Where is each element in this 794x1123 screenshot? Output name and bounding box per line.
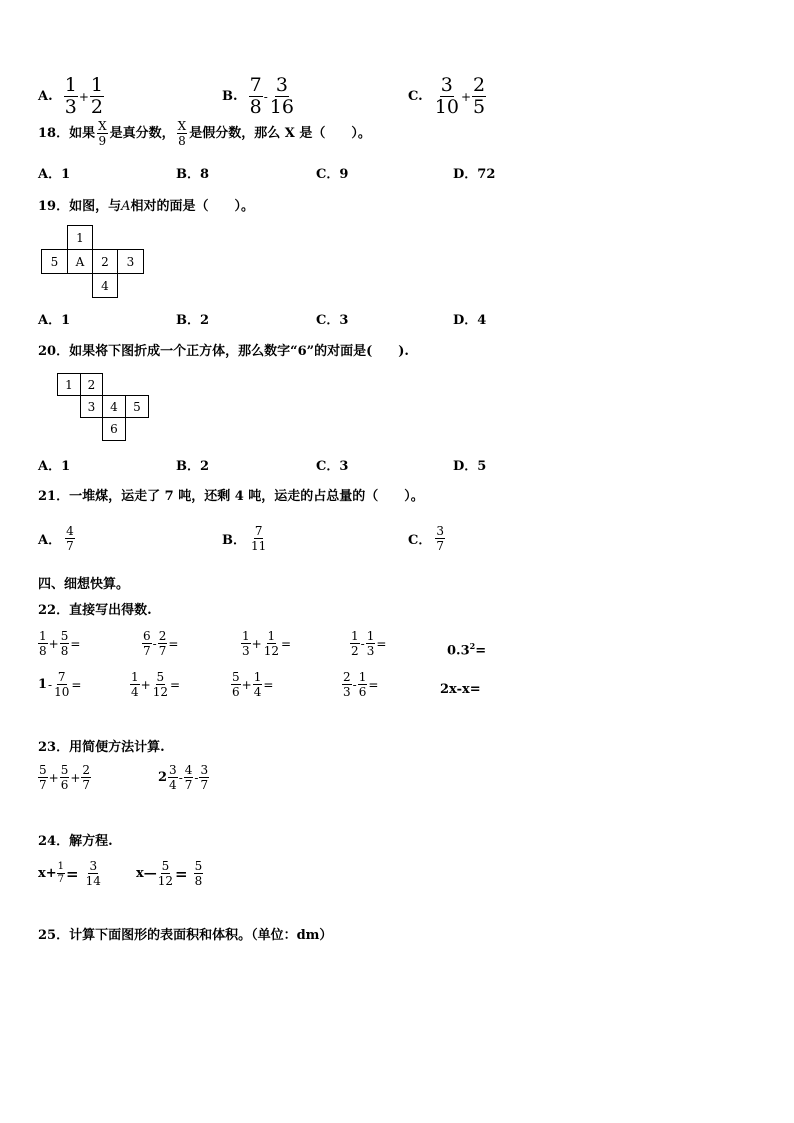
- q18-option-a[interactable]: A．1: [38, 167, 71, 182]
- q22-expression: $\frac{6}{7}$ - $\frac{2}{7}$ =: [143, 629, 179, 658]
- net-face: 1: [57, 373, 81, 396]
- net-face: 2: [92, 249, 118, 274]
- net-face: 3: [117, 249, 144, 274]
- net-face: 5: [41, 249, 68, 274]
- q19-option-d[interactable]: D．4: [453, 313, 487, 328]
- net-face: A: [67, 249, 93, 274]
- q23-expression-1: $\frac{5}{7}$ + $\frac{5}{6}$ + $\frac{2}{7}$: [39, 763, 91, 792]
- q22-title: 22．直接写出得数.: [38, 603, 152, 618]
- q24-equation-2: x— $\frac{5}{12}$ = $\frac{5}{8}$: [136, 859, 203, 888]
- fraction: $\frac{7}{8}$: [249, 74, 262, 118]
- q19-option-a[interactable]: A．1: [38, 313, 71, 328]
- q17-option-c[interactable]: C. $\frac{3}{10}$ + $\frac{2}{5}$: [408, 74, 486, 118]
- q19-option-b[interactable]: B．2: [176, 313, 210, 328]
- q18-option-b[interactable]: B．8: [176, 167, 210, 182]
- q22-expression: $\frac{1}{3}$ + $\frac{1}{12}$ =: [242, 629, 292, 658]
- q24-equation-1: x+ $\frac{1}{7}$ = $\frac{3}{14}$: [38, 859, 101, 888]
- q20-option-b[interactable]: B．2: [176, 459, 210, 474]
- net-face: 6: [102, 417, 126, 441]
- q21-option-c[interactable]: C． $\frac{3}{7}$: [408, 524, 444, 553]
- section-title: 四、细想快算。: [38, 577, 130, 592]
- q17-option-a[interactable]: A. $\frac{1}{3}$ + $\frac{1}{2}$: [38, 74, 103, 118]
- q22-expression: $\frac{5}{6}$ + $\frac{1}{4}$ =: [232, 670, 274, 699]
- q23-title: 23．用简便方法计算.: [38, 740, 165, 755]
- q22-expression: $\frac{1}{4}$ + $\frac{5}{12}$ =: [131, 670, 181, 699]
- q20-question: 20．如果将下图折成一个正方体，那么数字“6”的对面是( ).: [38, 344, 409, 359]
- q23-expression-2: 2 $\frac{3}{4}$ - $\frac{4}{7}$ - $\frac{3}{7}$: [158, 763, 209, 792]
- net-face: 2: [80, 373, 103, 396]
- net-face: 4: [92, 273, 118, 298]
- fraction: $\frac{1}{3}$: [64, 74, 77, 118]
- fraction: $\frac{1}{2}$: [90, 74, 103, 118]
- net-face: 1: [67, 225, 93, 250]
- q18-option-c[interactable]: C．9: [316, 167, 349, 182]
- q20-option-a[interactable]: A．1: [38, 459, 71, 474]
- q19-option-c[interactable]: C．3: [316, 313, 349, 328]
- q21-option-b[interactable]: B． $\frac{7}{11}$: [222, 524, 267, 553]
- q22-expression: $\frac{1}{2}$ - $\frac{1}{3}$ =: [351, 629, 387, 658]
- fraction: $\frac{3}{16}$: [269, 74, 294, 118]
- q18-option-d[interactable]: D．72: [453, 167, 496, 182]
- q21-question: 21．一堆煤，运走了 7 吨，还剩 4 吨，运走的占总量的（ ）。: [38, 489, 424, 504]
- q20-option-c[interactable]: C．3: [316, 459, 349, 474]
- fraction: $\frac{4}{7}$: [66, 524, 74, 553]
- net-face: 5: [125, 395, 149, 418]
- q22-expression-algebra: 2x-x=: [440, 682, 481, 697]
- net-face: 4: [102, 395, 126, 418]
- fraction: $\frac{X}{9}$: [98, 119, 107, 148]
- q22-expression: $\frac{1}{8}$ + $\frac{5}{8}$ =: [39, 629, 81, 658]
- q22-expression-power: $0.3^2=$: [447, 641, 487, 659]
- q25-title: 25．计算下面图形的表面积和体积。（单位：dm）: [38, 928, 333, 943]
- fraction: $\frac{X}{8}$: [177, 119, 187, 148]
- fraction: $\frac{2}{5}$: [473, 74, 486, 118]
- q17-option-b[interactable]: B. $\frac{7}{8}$ - $\frac{3}{16}$: [222, 74, 294, 118]
- q21-option-a[interactable]: A． $\frac{4}{7}$: [38, 524, 74, 553]
- fraction: $\frac{3}{10}$: [434, 74, 459, 118]
- q22-expression: 1- $\frac{7}{10}$ =: [38, 670, 82, 699]
- q19-question: 19．如图，与A相对的面是（ ）。: [38, 199, 254, 214]
- q18-question: 18．如果 $\frac{X}{9}$ 是真分数， $\frac{X}{8}$ 是假分数，那么 X 是（ ）。: [38, 119, 371, 148]
- net-face: 3: [80, 395, 103, 418]
- q20-option-d[interactable]: D．5: [453, 459, 487, 474]
- fraction: $\frac{7}{11}$: [251, 524, 267, 553]
- fraction: $\frac{3}{7}$: [436, 524, 444, 553]
- q22-expression: $\frac{2}{3}$ - $\frac{1}{6}$ =: [343, 670, 379, 699]
- q24-title: 24．解方程.: [38, 834, 113, 849]
